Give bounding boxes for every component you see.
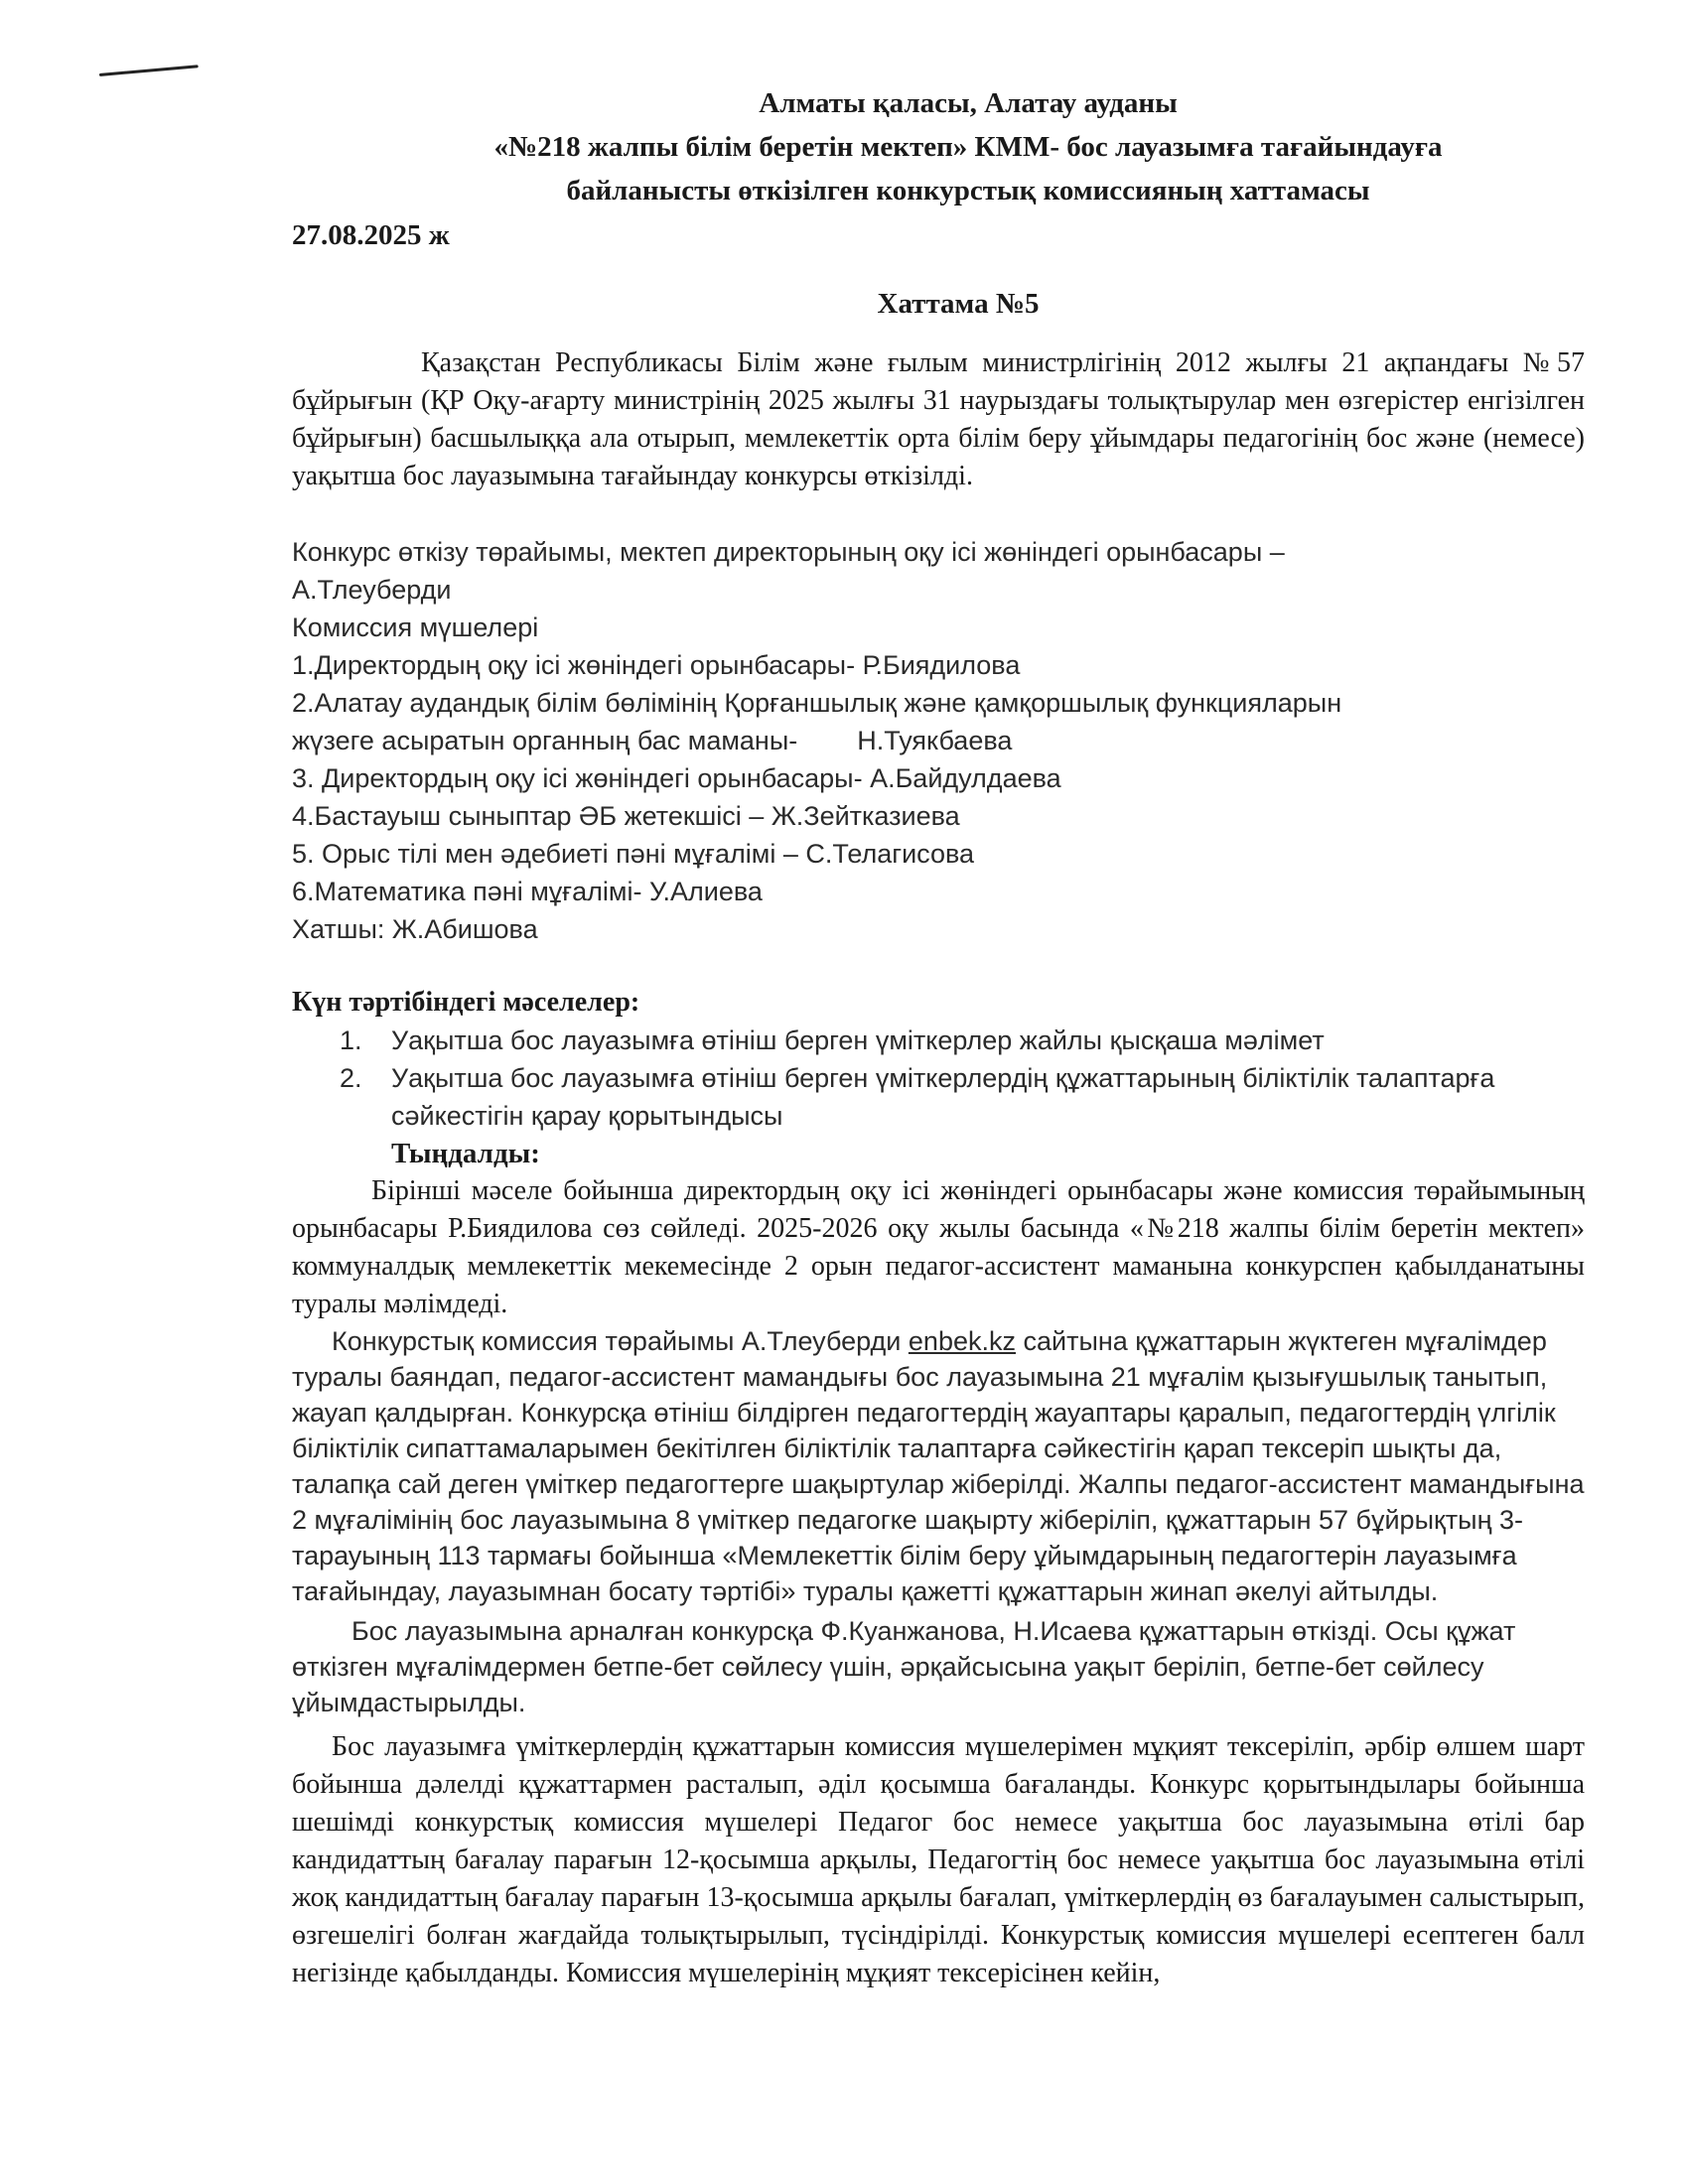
commission-member: 5. Орыс тілі мен әдебиеті пәні мұғалімі – С.Телагисова [292,839,975,869]
document-date: 27.08.2025 ж [292,219,450,251]
commission-member: 2.Алатау аудандық білім бөлімінің Қорғаншылық және қамқоршылық функцияларын [292,688,1342,718]
protocol-title: Хаттама №5 [877,288,1040,320]
agenda-item-text: Уақытша бос лауазымға өтініш берген үміткерлер жайлы қысқаша мәлімет [391,1025,1325,1055]
commission-member: 3. Директордың оқу ісі жөніндегі орынбасары- А.Байдулдаева [292,763,1061,793]
heard-title: Тыңдалды: [391,1138,540,1169]
paragraph-2-after: сайтына құжаттарын жүктеген мұғалімдер туралы баяндап, педагог-ассистент мамандығы бос лауазымына 21 мұғалім қызығушылық танытып, жауап қалдырған. Конкурсқа өтініш білдірген педагогтердің жауаптары қаралып, педагогтердің үлгілік біліктілік сипаттамаларымен бекітілген біліктілік талаптарға сәйкестігін қарап тексеріп шықты да, талапқа сай деген үміткер педагогтерге шақыртулар жіберілді. Жалпы педагог-ассистент мамандығына 2 мұғалімінің бос лауазымына 8 үміткер педагогке шақырту жіберіліп, құжаттарын 57 бұйрықтың 3-тарауының 113 тармағы бойынша «Мемлекеттік білім беру ұйымдарының педагогтерін лауазымға тағайындау, лауазымнан босату тәртібі» туралы қажетті құжаттарын жинап әкелуі айтылды. [292,1326,1585,1606]
commission-member: жүзеге асыратын органның бас маманы- Н.Туякбаева [292,726,1013,755]
agenda-title: Күн тәртібіндегі мәселелер: [292,987,640,1018]
agenda-item-number: 1. [340,1025,362,1055]
agenda-item [292,1059,1585,1135]
enbek-link[interactable]: enbek.kz [908,1326,1016,1356]
commission-block [292,609,1585,948]
agenda-item [292,1022,1585,1059]
paragraph-2 [292,1323,1585,1609]
commission-member: 1.Директордың оқу ісі жөніндегі орынбасары- Р.Биядилова [292,650,1021,680]
agenda-item-number: 2. [340,1063,362,1093]
paragraph-2-before: Конкурстық комиссия төрайымы А.Тлеуберди [332,1326,909,1356]
header-line-2: «№218 жалпы білім беретін мектеп» КММ- бос лауазымға тағайындауға [493,131,1443,163]
header-line-1: Алматы қаласы, Алатау ауданы [759,87,1178,119]
commission-title: Комиссия мүшелері [292,613,539,642]
secretary-line: Хатшы: Ж.Абишова [292,914,538,944]
scan-mark [99,65,199,76]
agenda-item-text: Уақытша бос лауазымға өтініш берген үміткерлердің құжаттарының біліктілік талаптарға сәйкестігін қарау қорытындысы [391,1063,1495,1131]
paragraph-4: Бос лауазымға үміткерлердің құжаттарын комиссия мүшелерімен мұқият тексеріліп, әрбір өлшем шарт бойынша дәлелді құжаттармен расталып, әділ қосымша бағаланды. Конкурс қорытындылары бойынша шешімді конкурстық комиссия мүшелері Педагог бос немесе уақытша бос лауазымына өтілі бар кандидаттың бағалау парағын 12-қосымша арқылы, Педагогтің бос немесе уақытша бос лауазымына өтілі жоқ кандидаттың бағалау парағын 13-қосымша арқылы бағалап, үміткерлердің өз бағалауымен салыстырып, өзгешелігі болған жағдайда толықтырылып, түсіндірілді. Конкурстық комиссия мүшелері есептеген балл негізінде қабылданды. Комиссия мүшелерінің мұқият тексерісінен кейін, [292,1731,1585,1988]
chair-line-2: А.Тлеуберди [292,575,452,605]
intro-paragraph: Қазақстан Республикасы Білім және ғылым министрлігінің 2012 жылғы 21 ақпандағы №57 бұйрығын (ҚР Оқу-ағарту министрінің 2025 жылғы 31 наурыздағы толықтырулар мен өзгерістер енгізілген бұйрығын) басшылыққа ала отырып, мемлекеттік орта білім беру ұйымдары педагогінің бос және (немесе) уақытша бос лауазымына тағайындау конкурсы өткізілді. [292,347,1585,491]
document-header [292,81,1585,212]
commission-member: 6.Математика пәні мұғалімі- У.Алиева [292,877,763,906]
header-line-3: байланысты өткізілген конкурстық комиссияның хаттамасы [566,175,1370,206]
commission-member: 4.Бастауыш сыныптар ӘБ жетекшісі – Ж.Зейтказиева [292,801,960,831]
paragraph-1: Бірінші мәселе бойынша директордың оқу ісі жөніндегі орынбасары және комиссия төрайымының орынбасары Р.Биядилова сөз сөйледі. 2025-2026 оқу жылы басында «№218 жалпы білім беретін мектеп» коммуналдық мемлекеттік мекемесінде 2 орын педагог-ассистент маманына конкурспен қабылданатыны туралы мәлімдеді. [292,1175,1585,1319]
agenda-list [292,1022,1585,1135]
chair-block [292,533,1585,609]
paragraph-3: Бос лауазымына арналған конкурсқа Ф.Куанжанова, Н.Исаева құжаттарын өткізді. Осы құжат өткізген мұғалімдермен бетпе-бет сөйлесу үшін, әрқайсысына уақыт беріліп, бетпе-бет сөйлесу ұйымдастырылды. [292,1616,1516,1717]
chair-line-1: Конкурс өткізу төрайымы, мектеп директорының оқу ісі жөніндегі орынбасары – [292,537,1285,567]
document-page [292,81,1585,1992]
